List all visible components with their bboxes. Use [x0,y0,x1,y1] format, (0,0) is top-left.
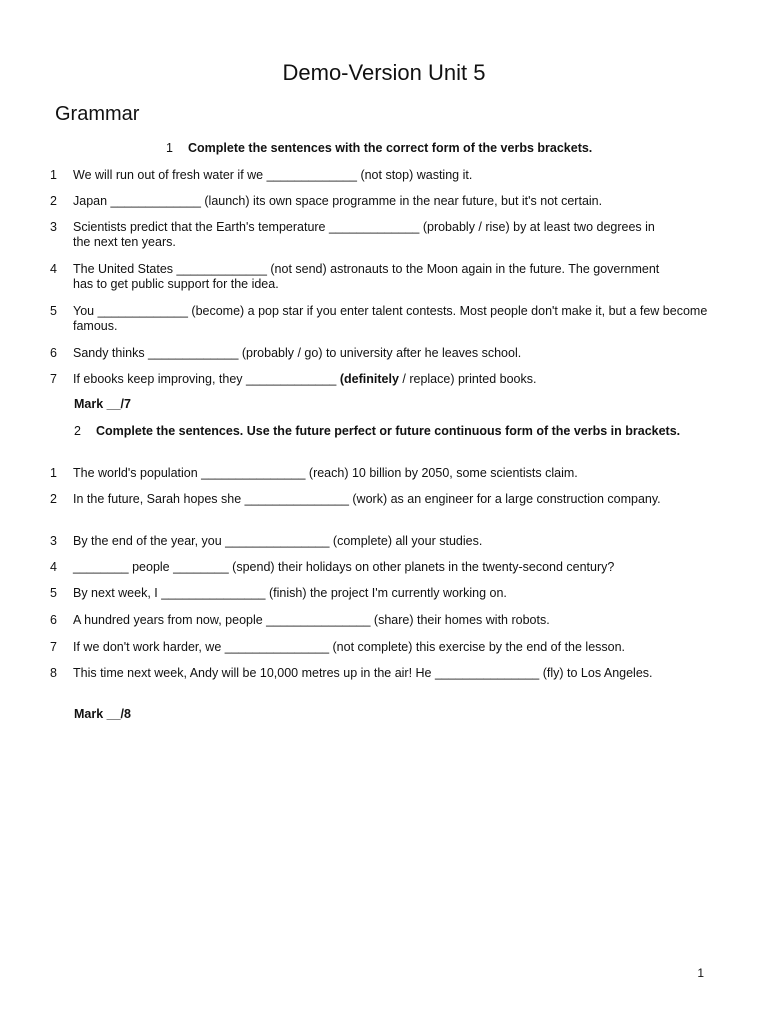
page-title: Demo-Version Unit 5 [282,60,486,85]
exercise-1-mark: Mark __/7 [74,397,131,411]
exercise-number: 2 [74,424,81,438]
question-text: We will run out of fresh water if we _____________ (not stop) wasting it. [73,168,473,182]
question-text: Japan _____________ (launch) its own space programme in the near future, but it's not certain. [73,194,603,208]
question-text-start: If ebooks keep improving, they _____________ [73,372,340,386]
question-item [50,262,710,292]
question-item [50,220,710,250]
question-number: 8 [50,666,57,680]
question-item [50,534,710,549]
exercise-instruction: Complete the sentences with the correct form of the verbs brackets. [188,141,593,155]
question-item [50,466,710,481]
question-number: 2 [50,492,57,506]
question-number: 2 [50,194,57,208]
question-text: In the future, Sarah hopes she _______________ (work) as an engineer for a large construction company. [73,492,661,506]
question-text: ________ people ________ (spend) their holidays on other planets in the twenty-second century? [73,560,615,574]
question-number: 7 [50,372,57,386]
question-text: Sandy thinks _____________ (probably / go) to university after he leaves school. [73,346,522,360]
question-text: A hundred years from now, people _______________ (share) their homes with robots. [73,613,550,627]
question-text: By next week, I _______________ (finish) the project I'm currently working on. [73,586,507,600]
question-text: This time next week, Andy will be 10,000 metres up in the air! He _______________ (fly) to Los Angeles. [73,666,653,680]
question-number: 6 [50,613,57,627]
question-text: If we don't work harder, we _______________ (not complete) this exercise by the end of the lesson. [73,640,626,654]
question-text: Scientists predict that the Earth's temperature _____________ (probably / rise) by at least two degrees in the next ten years. [73,220,655,249]
question-text: The United States _____________ (not send) astronauts to the Moon again in the future. The government has to get public support for the idea. [73,262,660,291]
question-number: 5 [50,586,57,600]
question-number: 6 [50,346,57,360]
section-heading: Grammar [55,103,140,125]
question-number: 3 [50,220,57,234]
question-text-end: / replace) printed books. [398,372,537,386]
page-number: 1 [697,966,704,980]
question-item [50,194,710,209]
exercise-number: 1 [166,141,173,155]
question-text-bold: (definitely [339,372,399,386]
question-item [50,666,710,681]
question-text [73,372,710,387]
question-text: The world's population _______________ (reach) 10 billion by 2050, some scientists claim. [73,466,578,480]
question-text: By the end of the year, you _______________ (complete) all your studies. [73,534,483,548]
question-item [50,304,710,334]
question-item [50,640,710,655]
question-number: 4 [50,560,57,574]
question-item [50,613,710,628]
question-number: 7 [50,640,57,654]
question-item [50,168,710,183]
question-text: You _____________ (become) a pop star if you enter talent contests. Most people don't make it, but a few become famous. [73,304,708,333]
question-item [50,492,710,507]
question-item [50,560,710,575]
question-number: 1 [50,168,57,182]
question-number: 5 [50,304,57,318]
question-item [50,372,710,387]
exercise-instruction: Complete the sentences. Use the future perfect or future continuous form of the verbs in brackets. [96,424,681,438]
question-item [50,586,710,601]
question-number: 1 [50,466,57,480]
question-number: 3 [50,534,57,548]
question-item [50,346,710,361]
exercise-2-mark: Mark __/8 [74,707,131,721]
question-number: 4 [50,262,57,276]
